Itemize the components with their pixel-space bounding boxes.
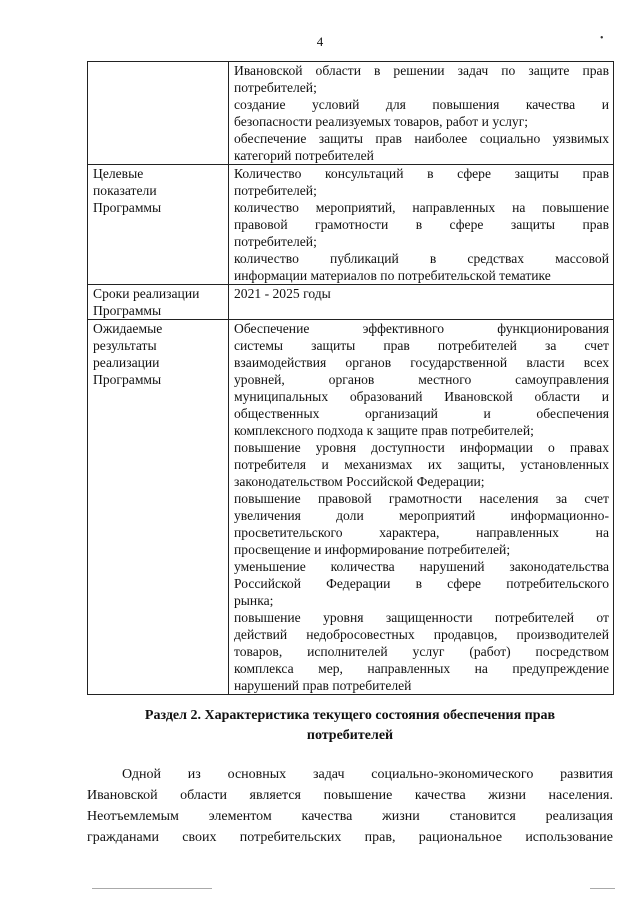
row-content-line: информации материалов по потребительской тематике <box>234 268 551 283</box>
section-heading-line-2: потребителей <box>306 728 394 743</box>
row-content-line: увеличения доли мероприятий информационно- <box>234 508 609 523</box>
row-content-line: 2021 - 2025 годы <box>234 286 331 301</box>
row-label-cell <box>88 285 229 320</box>
scan-artifact <box>590 888 615 889</box>
row-content-line: системы защиты прав потребителей за счет <box>234 338 609 353</box>
paragraph-line: Неотъемлемым элементом качества жизни становится реализация <box>87 809 613 824</box>
row-content-line: нарушений прав потребителей <box>234 678 412 693</box>
row-content-line: Ивановской области в решении задач по защите прав <box>234 63 609 78</box>
table-row <box>88 285 614 320</box>
row-label-cell <box>88 320 229 695</box>
row-content-cell <box>229 285 614 320</box>
row-content-line: Обеспечение эффективного функционирования <box>234 321 609 336</box>
row-label-cell <box>88 62 229 165</box>
row-label-line: результаты <box>93 338 157 353</box>
row-content-line: рынка; <box>234 593 274 608</box>
row-label-line: Сроки реализации <box>93 286 200 301</box>
row-label-line: Ожидаемые <box>93 321 163 336</box>
row-content-line: безопасности реализуемых товаров, работ и услуг; <box>234 114 529 129</box>
section-heading <box>87 706 613 746</box>
row-content-line: количество публикаций в средствах массовой <box>234 251 609 266</box>
paragraph-line: гражданами своих потребительских прав, рациональное использование <box>87 830 613 845</box>
page-number: 4 <box>316 34 324 49</box>
row-content-line: повышение уровня защищенности потребителей от <box>234 610 609 625</box>
row-content-line: создание условий для повышения качества и <box>234 97 609 112</box>
row-content-line: товаров, исполнителей услуг (работ) посредством <box>234 644 609 659</box>
row-content-line: действий недобросовестных продавцов, производителей <box>234 627 609 642</box>
table-row <box>88 320 614 695</box>
scan-artifact <box>92 888 212 889</box>
row-content-line: повышение уровня доступности информации о правах <box>234 440 609 455</box>
row-content-line: повышение правовой грамотности населения за счет <box>234 491 609 506</box>
row-label-line: Целевые <box>93 166 144 181</box>
row-content-line: законодательством Российской Федерации; <box>234 474 485 489</box>
paragraph-line: Ивановской области является повышение качества жизни населения. <box>87 788 613 803</box>
section-paragraph <box>87 764 613 848</box>
row-content-line: комплекса мер, направленных на предупреждение <box>234 661 609 676</box>
row-content-line: потребителей; <box>234 234 317 249</box>
row-content-line: потребителя и механизмах их защиты, установленных <box>234 457 609 472</box>
row-content-line: потребителей; <box>234 80 317 95</box>
row-content-line: общественных организаций и обеспечения <box>234 406 609 421</box>
row-content-cell <box>229 165 614 285</box>
row-content-line: Российской Федерации в сфере потребительского <box>234 576 609 591</box>
section-heading-line-1: Раздел 2. Характеристика текущего состояния обеспечения прав <box>144 708 556 723</box>
row-content-line: правовой грамотности в сфере защиты прав <box>234 217 609 232</box>
row-content-line: просветительского характера, направленных на <box>234 525 609 540</box>
row-label-line: реализации <box>93 355 160 370</box>
row-content-line: уровней, органов местного самоуправления <box>234 372 609 387</box>
row-content-line: категорий потребителей <box>234 148 374 163</box>
row-content-line: Количество консультаций в сфере защиты прав <box>234 166 609 181</box>
paragraph-line: Одной из основных задач социально-экономического развития <box>122 767 613 782</box>
row-label-line: показатели <box>93 183 157 198</box>
row-label-line: Программы <box>93 200 162 215</box>
row-content-line: муниципальных образований Ивановской области и <box>234 389 609 404</box>
row-content-cell <box>229 320 614 695</box>
program-passport-table <box>87 61 614 695</box>
row-label-line: Программы <box>93 303 162 318</box>
scan-dot-mark: • <box>600 33 604 44</box>
row-content-line: потребителей; <box>234 183 317 198</box>
table-row <box>88 62 614 165</box>
row-content-line: комплексного подхода к защите прав потребителей; <box>234 423 534 438</box>
table-row <box>88 165 614 285</box>
row-content-line: уменьшение количества нарушений законодательства <box>234 559 609 574</box>
row-content-cell <box>229 62 614 165</box>
table-body <box>88 62 614 695</box>
row-label-line: Программы <box>93 372 162 387</box>
row-content-line: количество мероприятий, направленных на повышение <box>234 200 609 215</box>
row-label-cell <box>88 165 229 285</box>
row-content-line: просвещение и информирование потребителей; <box>234 542 511 557</box>
row-content-line: взаимодействия органов государственной власти всех <box>234 355 609 370</box>
row-content-line: обеспечение защиты прав наиболее социально уязвимых <box>234 131 609 146</box>
